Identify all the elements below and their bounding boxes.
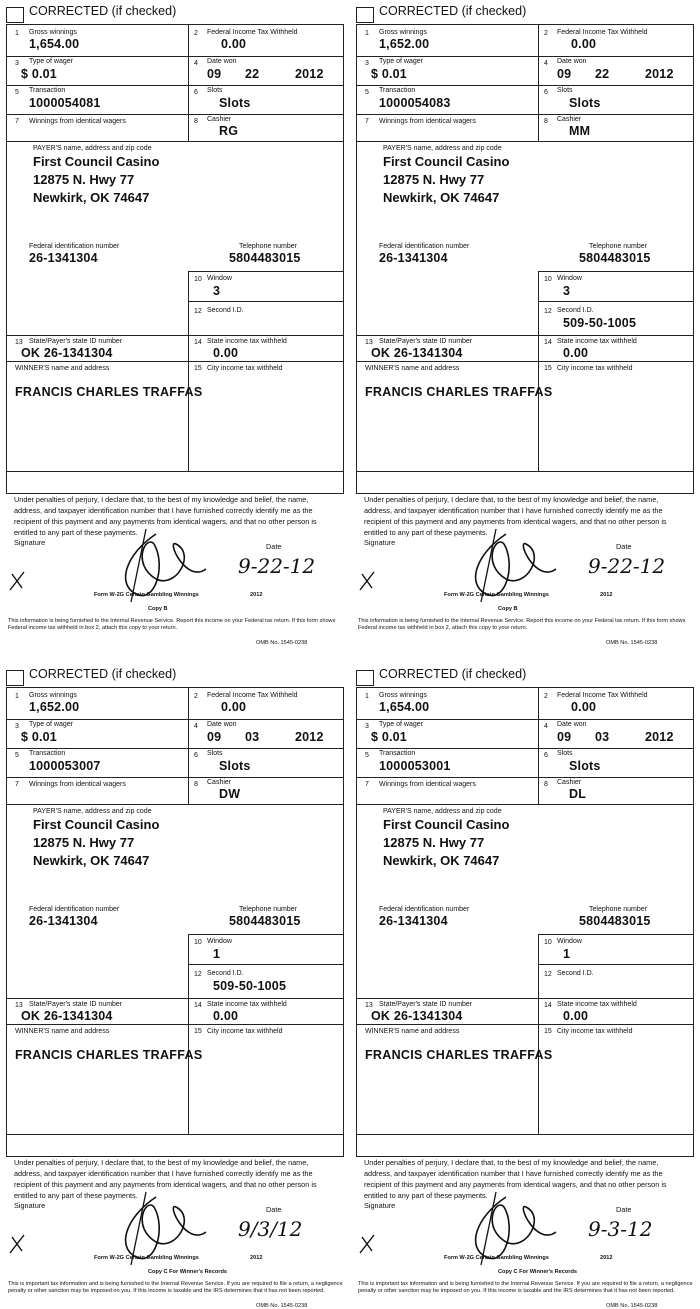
signature-date: 9/3/12: [238, 1217, 303, 1241]
date-won-label: Date won: [207, 721, 237, 728]
window-label: Window: [557, 275, 582, 282]
date-label: Date: [616, 542, 632, 551]
state-id-label: State/Payer's state ID number: [379, 338, 473, 345]
telephone-value: 5804483015: [579, 914, 651, 928]
type-of-wager-value: $ 0.01: [371, 730, 407, 744]
game-value: Slots: [569, 96, 601, 110]
w2g-form-2: [356, 4, 694, 644]
state-id-value: OK 26-1341304: [21, 346, 113, 360]
state-id-label: State/Payer's state ID number: [29, 338, 123, 345]
corrected-checkbox[interactable]: [356, 7, 374, 23]
second-id-label: Second I.D.: [207, 970, 244, 977]
corrected-checkbox[interactable]: [6, 7, 24, 23]
date-won-label: Date won: [557, 721, 587, 728]
fed-id-label: Federal identification number: [379, 906, 470, 913]
state-id-value: OK 26-1341304: [371, 346, 463, 360]
corrected-label: CORRECTED (if checked): [29, 4, 177, 18]
cashier-value: DL: [569, 787, 587, 801]
fed-id-value: 26-1341304: [379, 914, 448, 928]
w2g-form-3: [6, 667, 344, 1307]
city-tax-label: City income tax withheld: [207, 1028, 283, 1035]
game-label: Slots: [207, 87, 223, 94]
footer-notice: This information is being furnished to the Internal Revenue Service. Report this income on your Federal tax return. If this form shows Federal income tax withheld in box 2, attach this copy to your return.: [8, 618, 336, 631]
omb-number: OMB No. 1545-0238: [256, 1303, 308, 1309]
gross-label: Gross winnings: [379, 692, 427, 699]
fed-tax-value: 0.00: [221, 700, 247, 714]
identical-label: Winnings from identical wagers: [29, 781, 126, 788]
copy-label: Copy B: [148, 606, 168, 612]
fed-id-value: 26-1341304: [379, 251, 448, 265]
perjury-statement: Under penalties of perjury, I declare that, to the best of my knowledge and belief, the name, address, and taxpayer identification number that I have furnished correctly identify me as the recipient of this payment and any payments from identical wagers, and that no other person is entitled to any part of these payments.: [14, 495, 317, 537]
second-id-label: Second I.D.: [207, 307, 244, 314]
form-grid: 1 Gross winnings 1,654.00 2 Federal Income Tax Withheld 0.00 3 Type of wager $ 0.01 4 Date won 09 03 2012 5 Transaction 1000053001 6 Slots Slots 7 Winnings from identical wagers 8 Cashier DL PAYER'S name, address and zip code First Council Casino 12875 N. Hwy 77 Newkirk, OK 74647 Federal identification number 26-1341304 Telephone number 5804483015 10 Window 1 12 Second I.D. 13 State/Payer's state ID number OK 26-1341304 14 State income tax withheld 0.00 WINNER'S name and address 15 City income tax withheld FRANCIS CHARLES TRAFFAS: [356, 687, 694, 1157]
form-name: Form W-2G Certain Gambling Winnings: [94, 592, 199, 598]
date-month-value: 09: [557, 730, 572, 744]
form-year: 2012: [250, 1255, 263, 1261]
date-day-value: 22: [245, 67, 260, 81]
cashier-label: Cashier: [557, 779, 582, 786]
second-id-label: Second I.D.: [557, 970, 594, 977]
form-year: 2012: [600, 1255, 613, 1261]
cashier-value: MM: [569, 124, 591, 138]
cashier-value: RG: [219, 124, 239, 138]
date-label: Date: [266, 542, 282, 551]
state-tax-label: State income tax withheld: [207, 1001, 287, 1008]
payer-city: Newkirk, OK 74647: [33, 190, 150, 205]
winner-name: FRANCIS CHARLES TRAFFAS: [365, 1048, 553, 1062]
transaction-label: Transaction: [379, 750, 416, 757]
form-name: Form W-2G Certain Gambling Winnings: [94, 1255, 199, 1261]
window-label: Window: [557, 938, 582, 945]
type-of-wager-value: $ 0.01: [21, 730, 57, 744]
omb-number: OMB No. 1545-0238: [256, 640, 308, 646]
cashier-label: Cashier: [557, 116, 582, 123]
winner-name: FRANCIS CHARLES TRAFFAS: [15, 385, 203, 399]
form-name: Form W-2G Certain Gambling Winnings: [444, 592, 549, 598]
game-value: Slots: [569, 759, 601, 773]
payer-label: PAYER'S name, address and zip code: [33, 808, 152, 815]
telephone-label: Telephone number: [589, 906, 647, 913]
winner-name: FRANCIS CHARLES TRAFFAS: [15, 1048, 203, 1062]
corrected-label: CORRECTED (if checked): [379, 667, 527, 681]
gross-label: Gross winnings: [29, 692, 77, 699]
state-tax-value: 0.00: [563, 346, 589, 360]
gross-winnings-value: 1,654.00: [379, 700, 430, 714]
date-year-value: 2012: [645, 730, 674, 744]
date-year-value: 2012: [295, 730, 324, 744]
state-id-label: State/Payer's state ID number: [379, 1001, 473, 1008]
game-label: Slots: [207, 750, 223, 757]
date-month-value: 09: [207, 67, 222, 81]
fed-tax-label: Federal Income Tax Withheld: [207, 29, 298, 36]
payer-name: First Council Casino: [383, 817, 510, 832]
winner-label: WINNER'S name and address: [365, 365, 460, 372]
state-tax-label: State income tax withheld: [557, 1001, 637, 1008]
form-name: Form W-2G Certain Gambling Winnings: [444, 1255, 549, 1261]
state-tax-value: 0.00: [563, 1009, 589, 1023]
winner-label: WINNER'S name and address: [365, 1028, 460, 1035]
signature-label: Signature: [364, 1201, 396, 1210]
game-value: Slots: [219, 96, 251, 110]
date-month-value: 09: [207, 730, 222, 744]
fed-id-value: 26-1341304: [29, 914, 98, 928]
type-of-wager-value: $ 0.01: [21, 67, 57, 81]
payer-block: [383, 153, 509, 207]
fed-tax-label: Federal Income Tax Withheld: [557, 29, 648, 36]
game-value: Slots: [219, 759, 251, 773]
fed-tax-value: 0.00: [571, 37, 597, 51]
identical-label: Winnings from identical wagers: [29, 118, 126, 125]
date-day-value: 03: [245, 730, 260, 744]
perjury-statement: Under penalties of perjury, I declare that, to the best of my knowledge and belief, the name, address, and taxpayer identification number that I have furnished correctly identify me as the recipient of this payment and any payments from identical wagers, and that no other person is entitled to any part of these payments.: [364, 1158, 667, 1200]
payer-city: Newkirk, OK 74647: [383, 190, 500, 205]
gross-winnings-value: 1,654.00: [29, 37, 80, 51]
type-label: Type of wager: [29, 58, 73, 65]
fed-id-value: 26-1341304: [29, 251, 98, 265]
second-id-label: Second I.D.: [557, 307, 594, 314]
telephone-value: 5804483015: [579, 251, 651, 265]
identical-label: Winnings from identical wagers: [379, 118, 476, 125]
city-tax-label: City income tax withheld: [557, 1028, 633, 1035]
window-label: Window: [207, 275, 232, 282]
payer-address: 12875 N. Hwy 77: [383, 835, 485, 850]
transaction-value: 1000054083: [379, 96, 451, 110]
date-won-label: Date won: [557, 58, 587, 65]
game-label: Slots: [557, 87, 573, 94]
game-label: Slots: [557, 750, 573, 757]
type-label: Type of wager: [29, 721, 73, 728]
cashier-label: Cashier: [207, 116, 232, 123]
signature-date: 9-22-12: [238, 554, 316, 578]
transaction-label: Transaction: [379, 87, 416, 94]
window-value: 3: [213, 284, 221, 298]
corrected-checkbox[interactable]: [6, 670, 24, 686]
copy-label: Copy C For Winner's Records: [498, 1269, 577, 1275]
telephone-label: Telephone number: [239, 906, 297, 913]
signature-label: Signature: [14, 538, 46, 547]
date-label: Date: [616, 1205, 632, 1214]
form-grid: 1 Gross winnings 1,652.00 2 Federal Income Tax Withheld 0.00 3 Type of wager $ 0.01 4 Date won 09 03 2012 5 Transaction 1000053007 6 Slots Slots 7 Winnings from identical wagers 8 Cashier DW PAYER'S name, address and zip code First Council Casino 12875 N. Hwy 77 Newkirk, OK 74647 Federal identification number 26-1341304 Telephone number 5804483015 10 Window 1 12 Second I.D. 509-50-1005 13 State/Payer's state ID number OK 26-1341304 14 State income tax withheld 0.00 WINNER'S name and address 15 City income tax withheld FRANCIS CHARLES TRAFFAS: [6, 687, 344, 1157]
payer-address: 12875 N. Hwy 77: [33, 172, 135, 187]
window-value: 1: [563, 947, 571, 961]
window-value: 3: [563, 284, 571, 298]
payer-block: [33, 153, 159, 207]
payer-name: First Council Casino: [33, 817, 160, 832]
signature-date: 9-22-12: [588, 554, 666, 578]
state-tax-label: State income tax withheld: [207, 338, 287, 345]
signature-label: Signature: [14, 1201, 46, 1210]
date-label: Date: [266, 1205, 282, 1214]
fed-id-label: Federal identification number: [29, 243, 120, 250]
city-tax-label: City income tax withheld: [207, 365, 283, 372]
date-day-value: 22: [595, 67, 610, 81]
gross-winnings-value: 1,652.00: [29, 700, 80, 714]
transaction-value: 1000053007: [29, 759, 101, 773]
w2g-form-1: [6, 4, 344, 644]
payer-label: PAYER'S name, address and zip code: [383, 145, 502, 152]
gross-label: Gross winnings: [29, 29, 77, 36]
telephone-value: 5804483015: [229, 251, 301, 265]
omb-number: OMB No. 1545-0238: [606, 640, 658, 646]
state-tax-label: State income tax withheld: [557, 338, 637, 345]
signature-date: 9-3-12: [588, 1217, 653, 1241]
fed-tax-value: 0.00: [221, 37, 247, 51]
form-year: 2012: [250, 592, 263, 598]
state-id-value: OK 26-1341304: [21, 1009, 113, 1023]
type-label: Type of wager: [379, 58, 423, 65]
gross-label: Gross winnings: [379, 29, 427, 36]
cashier-label: Cashier: [207, 779, 232, 786]
fed-tax-label: Federal Income Tax Withheld: [557, 692, 648, 699]
corrected-label: CORRECTED (if checked): [379, 4, 527, 18]
transaction-value: 1000054081: [29, 96, 101, 110]
winner-name: FRANCIS CHARLES TRAFFAS: [365, 385, 553, 399]
fed-tax-label: Federal Income Tax Withheld: [207, 692, 298, 699]
form-grid: 1 Gross winnings 1,652.00 2 Federal Income Tax Withheld 0.00 3 Type of wager $ 0.01 4 Date won 09 22 2012 5 Transaction 1000054083 6 Slots Slots 7 Winnings from identical wagers 8 Cashier MM PAYER'S name, address and zip code First Council Casino 12875 N. Hwy 77 Newkirk, OK 74647 Federal identification number 26-1341304 Telephone number 5804483015 10 Window 3 12 Second I.D. 509-50-1005 13 State/Payer's state ID number OK 26-1341304 14 State income tax withheld 0.00 WINNER'S name and address 15 City income tax withheld FRANCIS CHARLES TRAFFAS: [356, 24, 694, 494]
payer-block: [383, 816, 509, 870]
w2g-form-4: [356, 667, 694, 1307]
form-grid: 1 Gross winnings 1,654.00 2 Federal Income Tax Withheld 0.00 3 Type of wager $ 0.01 4 Date won 09 22 2012 5 Transaction 1000054081 6 Slots Slots 7 Winnings from identical wagers 8 Cashier RG PAYER'S name, address and zip code First Council Casino 12875 N. Hwy 77 Newkirk, OK 74647 Federal identification number 26-1341304 Telephone number 5804483015 10 Window 3 12 Second I.D. 13 State/Payer's state ID number OK 26-1341304 14 State income tax withheld 0.00 WINNER'S name and address 15 City income tax withheld FRANCIS CHARLES TRAFFAS: [6, 24, 344, 494]
state-id-value: OK 26-1341304: [371, 1009, 463, 1023]
payer-label: PAYER'S name, address and zip code: [383, 808, 502, 815]
date-year-value: 2012: [295, 67, 324, 81]
type-label: Type of wager: [379, 721, 423, 728]
telephone-label: Telephone number: [239, 243, 297, 250]
payer-address: 12875 N. Hwy 77: [33, 835, 135, 850]
date-day-value: 03: [595, 730, 610, 744]
corrected-label: CORRECTED (if checked): [29, 667, 177, 681]
telephone-value: 5804483015: [229, 914, 301, 928]
transaction-label: Transaction: [29, 750, 66, 757]
winner-label: WINNER'S name and address: [15, 365, 110, 372]
payer-address: 12875 N. Hwy 77: [383, 172, 485, 187]
second-id-value: 509-50-1005: [563, 316, 637, 330]
payer-name: First Council Casino: [33, 154, 160, 169]
signature-label: Signature: [364, 538, 396, 547]
payer-block: [33, 816, 159, 870]
transaction-label: Transaction: [29, 87, 66, 94]
state-id-label: State/Payer's state ID number: [29, 1001, 123, 1008]
window-value: 1: [213, 947, 221, 961]
footer-notice: This is important tax information and is being furnished to the Internal Revenue Service. If you are required to file a return, a negligence penalty or other sanction may be imposed on you. If this income is taxable and the IRS determines that it has not been reported.: [8, 1281, 343, 1294]
fed-tax-value: 0.00: [571, 700, 597, 714]
copy-label: Copy B: [498, 606, 518, 612]
perjury-statement: Under penalties of perjury, I declare that, to the best of my knowledge and belief, the name, address, and taxpayer identification number that I have furnished correctly identify me as the recipient of this payment and any payments from identical wagers, and that no other person is entitled to any part of these payments.: [364, 495, 667, 537]
winner-label: WINNER'S name and address: [15, 1028, 110, 1035]
payer-city: Newkirk, OK 74647: [383, 853, 500, 868]
fed-id-label: Federal identification number: [379, 243, 470, 250]
identical-label: Winnings from identical wagers: [379, 781, 476, 788]
type-of-wager-value: $ 0.01: [371, 67, 407, 81]
date-month-value: 09: [557, 67, 572, 81]
second-id-value: 509-50-1005: [213, 979, 287, 993]
fed-id-label: Federal identification number: [29, 906, 120, 913]
form-year: 2012: [600, 592, 613, 598]
date-won-label: Date won: [207, 58, 237, 65]
perjury-statement: Under penalties of perjury, I declare that, to the best of my knowledge and belief, the name, address, and taxpayer identification number that I have furnished correctly identify me as the recipient of this payment and any payments from identical wagers, and that no other person is entitled to any part of these payments.: [14, 1158, 317, 1200]
cashier-value: DW: [219, 787, 241, 801]
payer-name: First Council Casino: [383, 154, 510, 169]
footer-notice: This is important tax information and is being furnished to the Internal Revenue Service. If you are required to file a return, a negligence penalty or other sanction may be imposed on you. If this income is taxable and the IRS determines that it has not been reported.: [358, 1281, 693, 1294]
state-tax-value: 0.00: [213, 346, 239, 360]
city-tax-label: City income tax withheld: [557, 365, 633, 372]
date-year-value: 2012: [645, 67, 674, 81]
payer-city: Newkirk, OK 74647: [33, 853, 150, 868]
telephone-label: Telephone number: [589, 243, 647, 250]
window-label: Window: [207, 938, 232, 945]
corrected-checkbox[interactable]: [356, 670, 374, 686]
gross-winnings-value: 1,652.00: [379, 37, 430, 51]
transaction-value: 1000053001: [379, 759, 451, 773]
payer-label: PAYER'S name, address and zip code: [33, 145, 152, 152]
state-tax-value: 0.00: [213, 1009, 239, 1023]
omb-number: OMB No. 1545-0238: [606, 1303, 658, 1309]
footer-notice: This information is being furnished to the Internal Revenue Service. Report this income on your Federal tax return. If this form shows Federal income tax withheld in box 2, attach this copy to your return.: [358, 618, 686, 631]
copy-label: Copy C For Winner's Records: [148, 1269, 227, 1275]
